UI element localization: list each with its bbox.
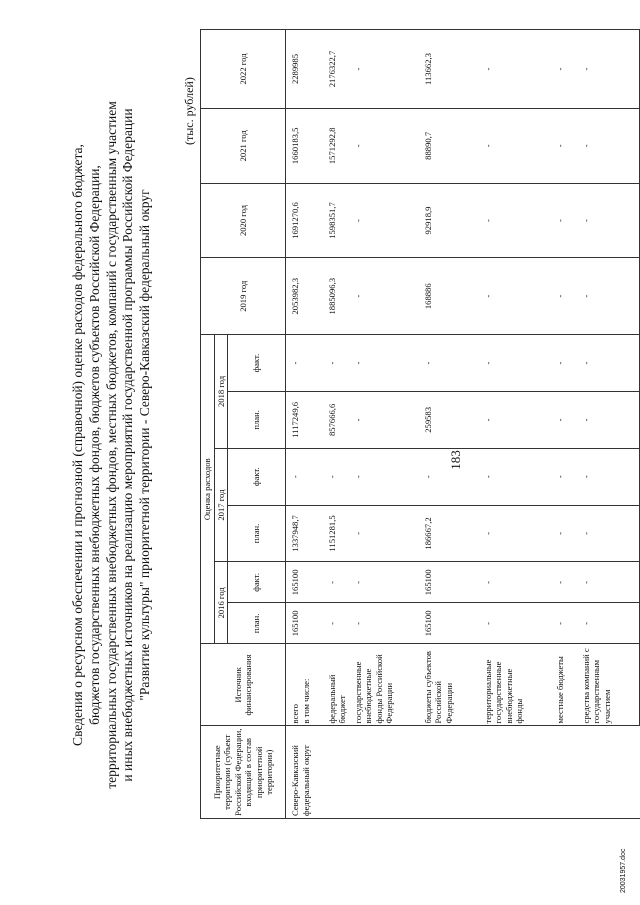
table-row bbox=[326, 30, 352, 819]
value-cell: - bbox=[580, 448, 640, 505]
document-title bbox=[70, 65, 154, 825]
value-cell: - bbox=[422, 335, 482, 392]
header-fact: факт. bbox=[228, 335, 286, 392]
title-line: "Развитие культуры" приоритетной территории - Северо-Кавказский федеральный округ bbox=[137, 189, 153, 701]
header-2018: 2018 год bbox=[214, 335, 228, 449]
header-2022: 2022 год bbox=[201, 30, 286, 109]
value-cell: 1151281,5 bbox=[326, 505, 352, 562]
value-cell: - bbox=[482, 258, 554, 335]
source-cell: государственные внебюджетные фонды Российской Федерации bbox=[352, 644, 422, 726]
footer-filename: 20031957.doc bbox=[620, 848, 627, 893]
value-cell: - bbox=[554, 335, 580, 392]
value-cell: - bbox=[554, 30, 580, 109]
value-cell: - bbox=[482, 562, 554, 603]
value-cell: - bbox=[580, 30, 640, 109]
value-cell: - bbox=[580, 562, 640, 603]
territory-name: Северо-Кавказский федеральный округ bbox=[286, 726, 640, 819]
value-cell: 165100 bbox=[422, 562, 482, 603]
header-2021: 2021 год bbox=[201, 109, 286, 184]
value-cell: - bbox=[326, 448, 352, 505]
table-row bbox=[422, 30, 482, 819]
value-cell: - bbox=[352, 335, 422, 392]
value-cell: - bbox=[482, 448, 554, 505]
table-row bbox=[352, 30, 422, 819]
value-cell: 88890,7 bbox=[422, 109, 482, 184]
value-cell: - bbox=[580, 505, 640, 562]
header-plan: план. bbox=[228, 505, 286, 562]
value-cell: - bbox=[482, 183, 554, 258]
value-cell: - bbox=[482, 391, 554, 448]
value-cell: 1571292,8 bbox=[326, 109, 352, 184]
value-cell: - bbox=[554, 505, 580, 562]
value-cell: 2289985 bbox=[286, 30, 326, 109]
value-cell: - bbox=[580, 109, 640, 184]
value-cell: - bbox=[482, 335, 554, 392]
value-cell: - bbox=[352, 258, 422, 335]
value-cell: 165100 bbox=[286, 562, 326, 603]
value-cell: 1660183,5 bbox=[286, 109, 326, 184]
value-cell: - bbox=[554, 258, 580, 335]
value-cell: - bbox=[326, 603, 352, 644]
source-cell: бюджеты субъектов Российской Федерации bbox=[422, 644, 482, 726]
unit-label: (тыс. рублей) bbox=[182, 77, 196, 145]
value-cell: - bbox=[580, 258, 640, 335]
value-cell: - bbox=[326, 562, 352, 603]
value-cell: 857666,6 bbox=[326, 391, 352, 448]
value-cell: - bbox=[352, 391, 422, 448]
value-cell: - bbox=[482, 109, 554, 184]
header-2019: 2019 год bbox=[201, 258, 286, 335]
value-cell: - bbox=[286, 335, 326, 392]
value-cell: 2176322,7 bbox=[326, 30, 352, 109]
value-cell: - bbox=[352, 603, 422, 644]
value-cell: 1337948,7 bbox=[286, 505, 326, 562]
value-cell: - bbox=[352, 183, 422, 258]
value-cell: - bbox=[422, 448, 482, 505]
value-cell: - bbox=[554, 603, 580, 644]
value-cell: - bbox=[554, 562, 580, 603]
header-2016: 2016 год bbox=[214, 562, 228, 644]
header-territory: Приоритетные территории (субъект Российской Федерации, входящий в состав приоритетной территории) bbox=[201, 726, 286, 819]
value-cell: - bbox=[482, 603, 554, 644]
header-2020: 2020 год bbox=[201, 183, 286, 258]
title-line: бюджетов государственных внебюджетных фондов, бюджетов субъектов Российской Федерации, bbox=[86, 165, 102, 725]
header-estimate: Оценка расходов bbox=[201, 335, 215, 644]
value-cell: 259583 bbox=[422, 391, 482, 448]
value-cell: 1598351,7 bbox=[326, 183, 352, 258]
value-cell: - bbox=[352, 448, 422, 505]
value-cell: - bbox=[352, 505, 422, 562]
title-line: Сведения о ресурсном обеспечении и прогнозной (справочной) оценке расходов федерального бюджета, bbox=[70, 144, 85, 746]
value-cell: - bbox=[554, 183, 580, 258]
value-cell: - bbox=[352, 30, 422, 109]
value-cell: - bbox=[554, 448, 580, 505]
value-cell: 1691270,6 bbox=[286, 183, 326, 258]
value-cell: 168886 bbox=[422, 258, 482, 335]
header-fact: факт. bbox=[228, 448, 286, 505]
page-number: 183 bbox=[448, 450, 463, 470]
value-cell: - bbox=[286, 448, 326, 505]
value-cell: 1117249,6 bbox=[286, 391, 326, 448]
value-cell: - bbox=[482, 505, 554, 562]
value-cell: - bbox=[580, 603, 640, 644]
value-cell: 92918,9 bbox=[422, 183, 482, 258]
value-cell: 113662,3 bbox=[422, 30, 482, 109]
value-cell: - bbox=[352, 562, 422, 603]
header-2017: 2017 год bbox=[214, 448, 228, 562]
header-plan: план. bbox=[228, 603, 286, 644]
table-row bbox=[286, 30, 326, 819]
value-cell: 2053982,3 bbox=[286, 258, 326, 335]
resource-table bbox=[200, 29, 640, 819]
value-cell: - bbox=[554, 391, 580, 448]
source-cell: территориальные государственные внебюджетные фонды bbox=[482, 644, 554, 726]
value-cell: 1885096,3 bbox=[326, 258, 352, 335]
value-cell: - bbox=[482, 30, 554, 109]
value-cell: - bbox=[554, 109, 580, 184]
source-cell: федеральный бюджет bbox=[326, 644, 352, 726]
source-cell: местные бюджеты bbox=[554, 644, 580, 726]
header-source: Источник финансирования bbox=[201, 644, 286, 726]
table-row bbox=[554, 30, 580, 819]
value-cell: - bbox=[352, 109, 422, 184]
table-row bbox=[482, 30, 554, 819]
value-cell: - bbox=[580, 391, 640, 448]
header-fact: факт. bbox=[228, 562, 286, 603]
value-cell: 165100 bbox=[422, 603, 482, 644]
value-cell: - bbox=[580, 335, 640, 392]
title-line: территориальных государственных внебюджетных фондов, местных бюджетов, компаний с государственным участием bbox=[103, 101, 119, 789]
header-plan: план. bbox=[228, 391, 286, 448]
value-cell: 186667,2 bbox=[422, 505, 482, 562]
source-cell: средства компаний с государственным участием bbox=[580, 644, 640, 726]
title-line: и иных внебюджетных источников на реализацию мероприятий государственной программы Российской Федерации bbox=[120, 108, 136, 782]
value-cell: 165100 bbox=[286, 603, 326, 644]
source-cell: всего в том числе: bbox=[286, 644, 326, 726]
value-cell: - bbox=[326, 335, 352, 392]
table-row bbox=[580, 30, 640, 819]
value-cell: - bbox=[580, 183, 640, 258]
